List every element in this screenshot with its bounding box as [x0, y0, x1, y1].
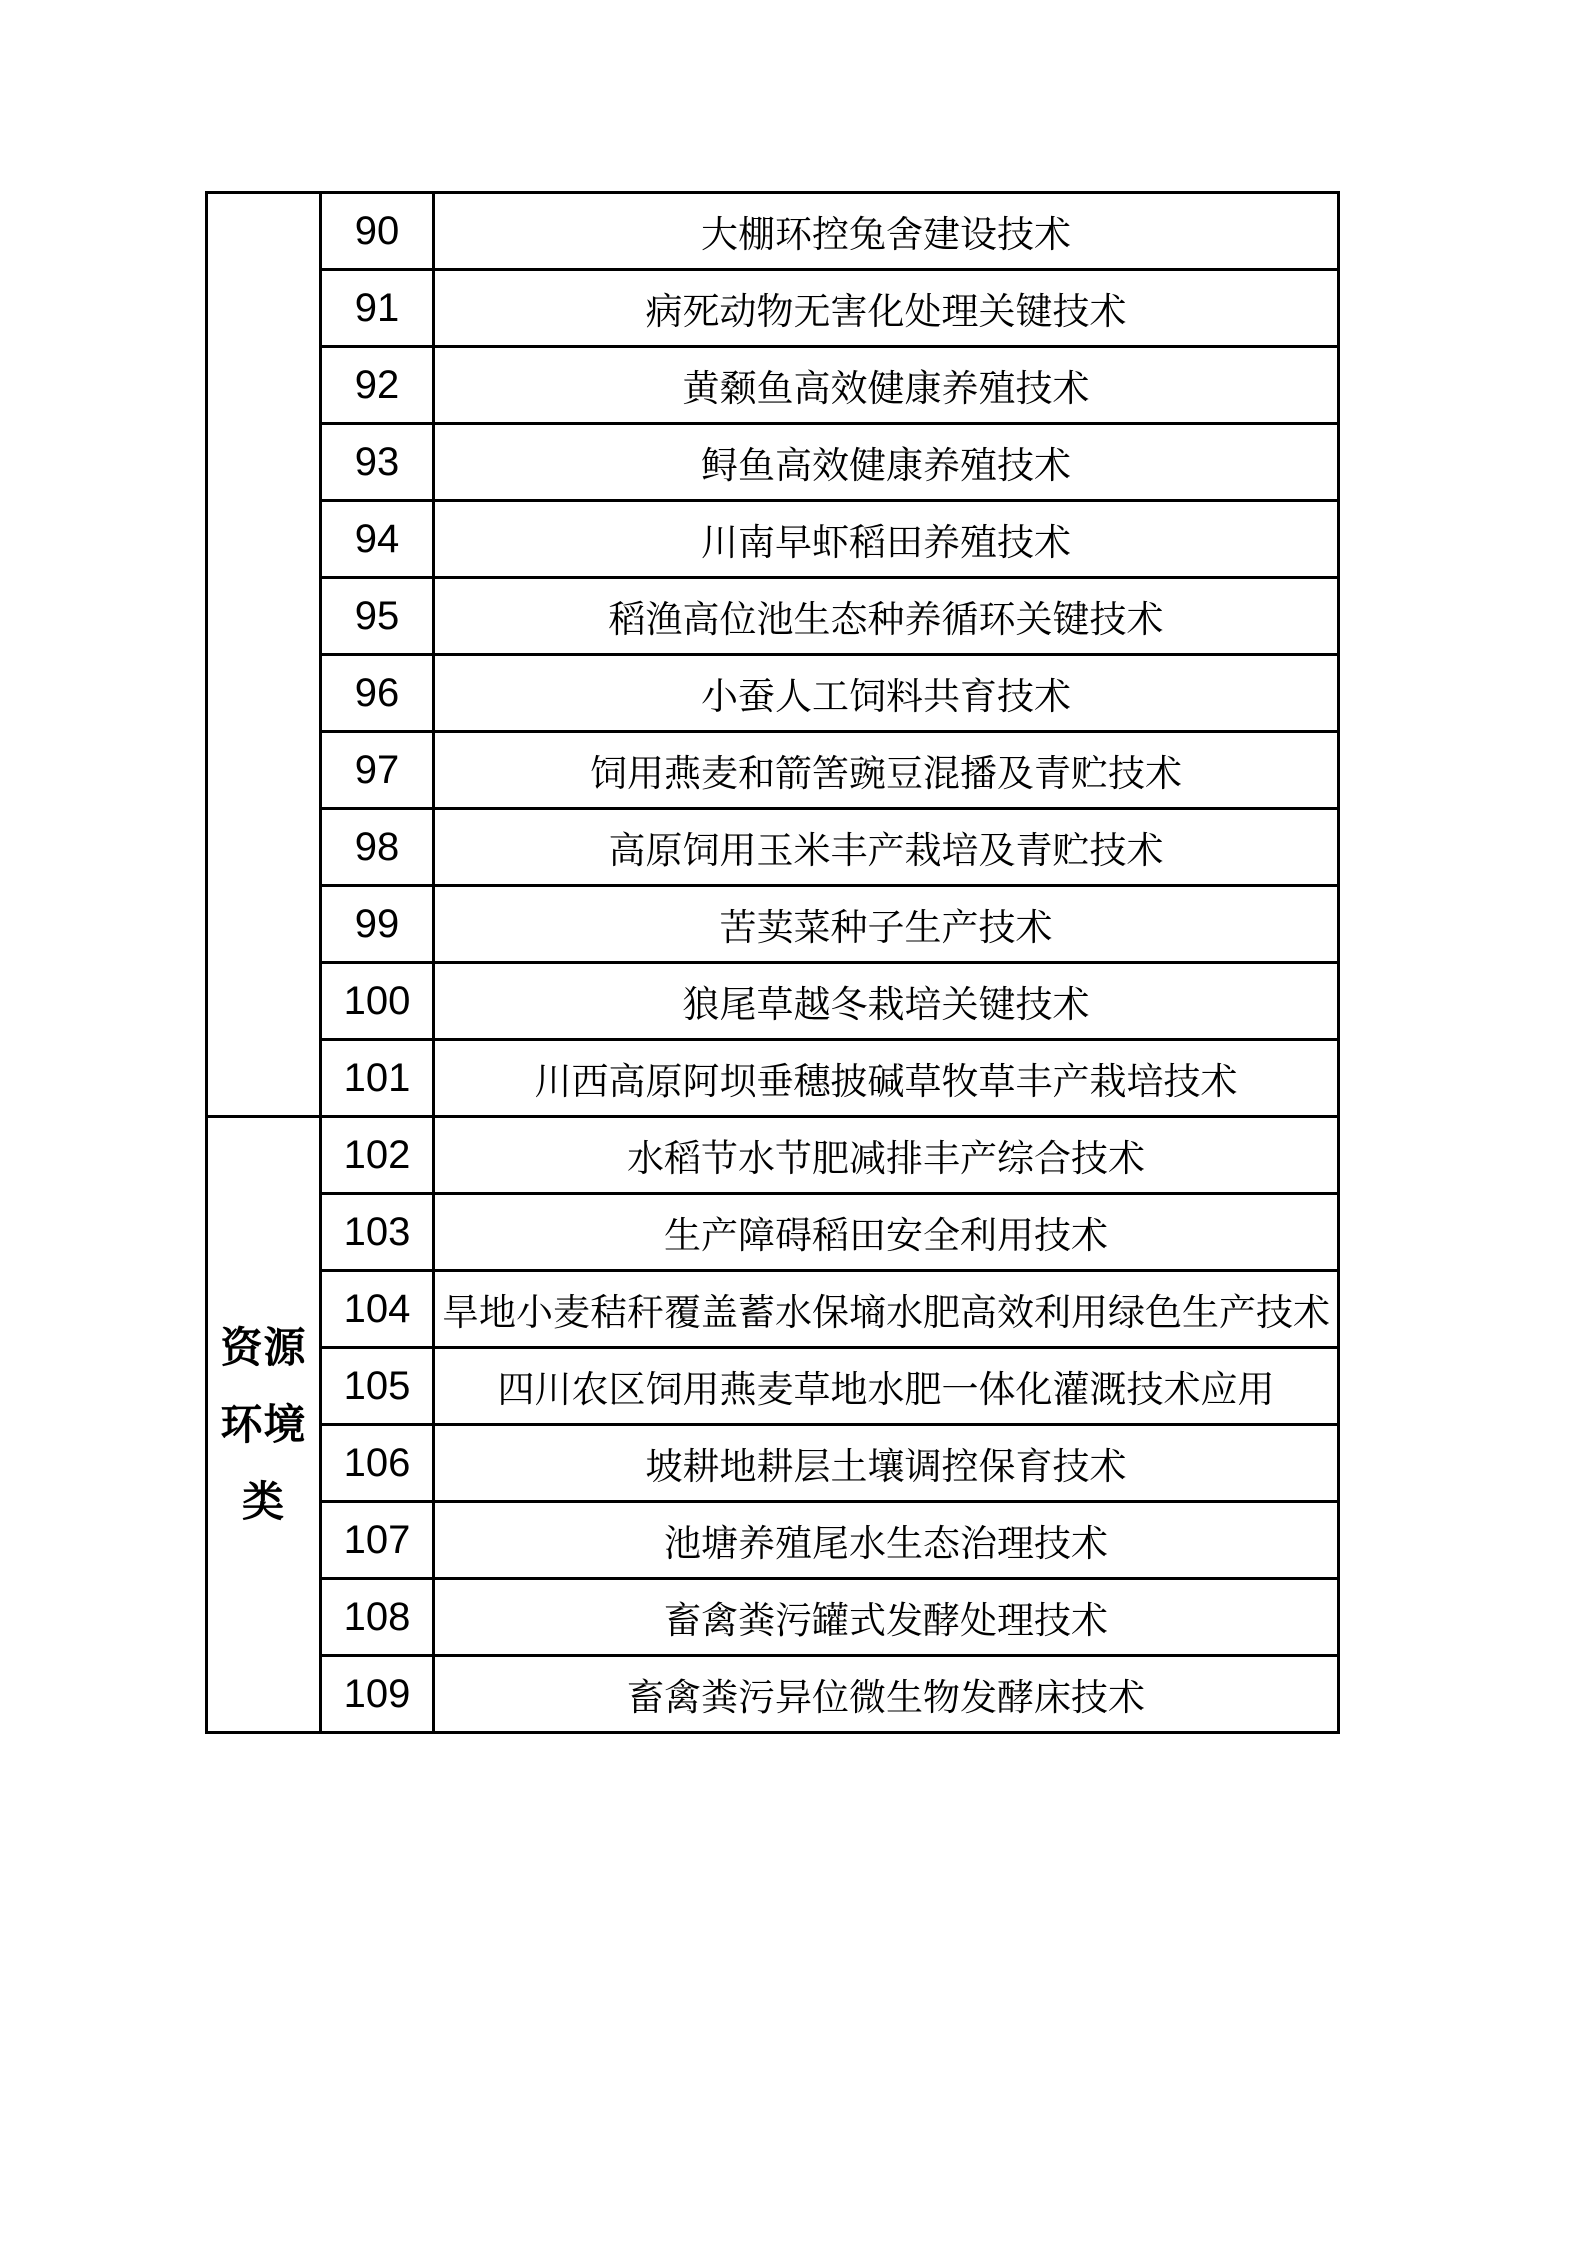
row-number: 105 — [321, 1348, 434, 1425]
row-number: 108 — [321, 1579, 434, 1656]
row-number: 93 — [321, 424, 434, 501]
technology-name: 池塘养殖尾水生态治理技术 — [434, 1502, 1339, 1579]
technology-name: 饲用燕麦和箭筈豌豆混播及青贮技术 — [434, 732, 1339, 809]
table-row — [207, 1348, 1339, 1425]
table-row — [207, 732, 1339, 809]
category-label-line: 资源 — [220, 1324, 307, 1371]
category-cell-empty — [207, 193, 321, 1117]
table-row — [207, 578, 1339, 655]
table-row — [207, 501, 1339, 578]
row-number: 104 — [321, 1271, 434, 1348]
table-row — [207, 886, 1339, 963]
technology-name: 大棚环控兔舍建设技术 — [434, 193, 1339, 270]
table-row — [207, 1117, 1339, 1194]
technology-name: 旱地小麦秸秆覆盖蓄水保墒水肥高效利用绿色生产技术 — [434, 1271, 1339, 1348]
technology-name: 川西高原阿坝垂穗披碱草牧草丰产栽培技术 — [434, 1040, 1339, 1117]
table-row — [207, 1271, 1339, 1348]
row-number: 90 — [321, 193, 434, 270]
table-row — [207, 1040, 1339, 1117]
row-number: 97 — [321, 732, 434, 809]
table-row — [207, 347, 1339, 424]
technology-name: 稻渔高位池生态种养循环关键技术 — [434, 578, 1339, 655]
technology-name: 水稻节水节肥减排丰产综合技术 — [434, 1117, 1339, 1194]
table-row — [207, 963, 1339, 1040]
technology-table — [205, 191, 1340, 1734]
row-number: 98 — [321, 809, 434, 886]
row-number: 95 — [321, 578, 434, 655]
table-row — [207, 1656, 1339, 1733]
technology-name: 四川农区饲用燕麦草地水肥一体化灌溉技术应用 — [434, 1348, 1339, 1425]
technology-name: 畜禽粪污罐式发酵处理技术 — [434, 1579, 1339, 1656]
category-cell-resource-environment — [207, 1117, 321, 1733]
technology-name: 川南早虾稻田养殖技术 — [434, 501, 1339, 578]
row-number: 106 — [321, 1425, 434, 1502]
table-row — [207, 1425, 1339, 1502]
technology-name: 鲟鱼高效健康养殖技术 — [434, 424, 1339, 501]
row-number: 96 — [321, 655, 434, 732]
technology-name: 苦荬菜种子生产技术 — [434, 886, 1339, 963]
row-number: 94 — [321, 501, 434, 578]
category-label-line: 环境 — [220, 1401, 307, 1448]
row-number: 100 — [321, 963, 434, 1040]
row-number: 109 — [321, 1656, 434, 1733]
table-row — [207, 193, 1339, 270]
category-label-line: 类 — [241, 1478, 285, 1525]
row-number: 101 — [321, 1040, 434, 1117]
row-number: 107 — [321, 1502, 434, 1579]
technology-name: 小蚕人工饲料共育技术 — [434, 655, 1339, 732]
row-number: 99 — [321, 886, 434, 963]
technology-name: 生产障碍稻田安全利用技术 — [434, 1194, 1339, 1271]
table-row — [207, 809, 1339, 886]
row-number: 102 — [321, 1117, 434, 1194]
technology-name: 病死动物无害化处理关键技术 — [434, 270, 1339, 347]
table-row — [207, 1194, 1339, 1271]
technology-table-body — [207, 193, 1339, 1733]
technology-name: 狼尾草越冬栽培关键技术 — [434, 963, 1339, 1040]
row-number: 92 — [321, 347, 434, 424]
table-row — [207, 1502, 1339, 1579]
technology-name: 坡耕地耕层土壤调控保育技术 — [434, 1425, 1339, 1502]
row-number: 91 — [321, 270, 434, 347]
table-row — [207, 1579, 1339, 1656]
table-row — [207, 655, 1339, 732]
technology-name: 黄颡鱼高效健康养殖技术 — [434, 347, 1339, 424]
row-number: 103 — [321, 1194, 434, 1271]
technology-name: 高原饲用玉米丰产栽培及青贮技术 — [434, 809, 1339, 886]
table-row — [207, 270, 1339, 347]
technology-name: 畜禽粪污异位微生物发酵床技术 — [434, 1656, 1339, 1733]
table-row — [207, 424, 1339, 501]
